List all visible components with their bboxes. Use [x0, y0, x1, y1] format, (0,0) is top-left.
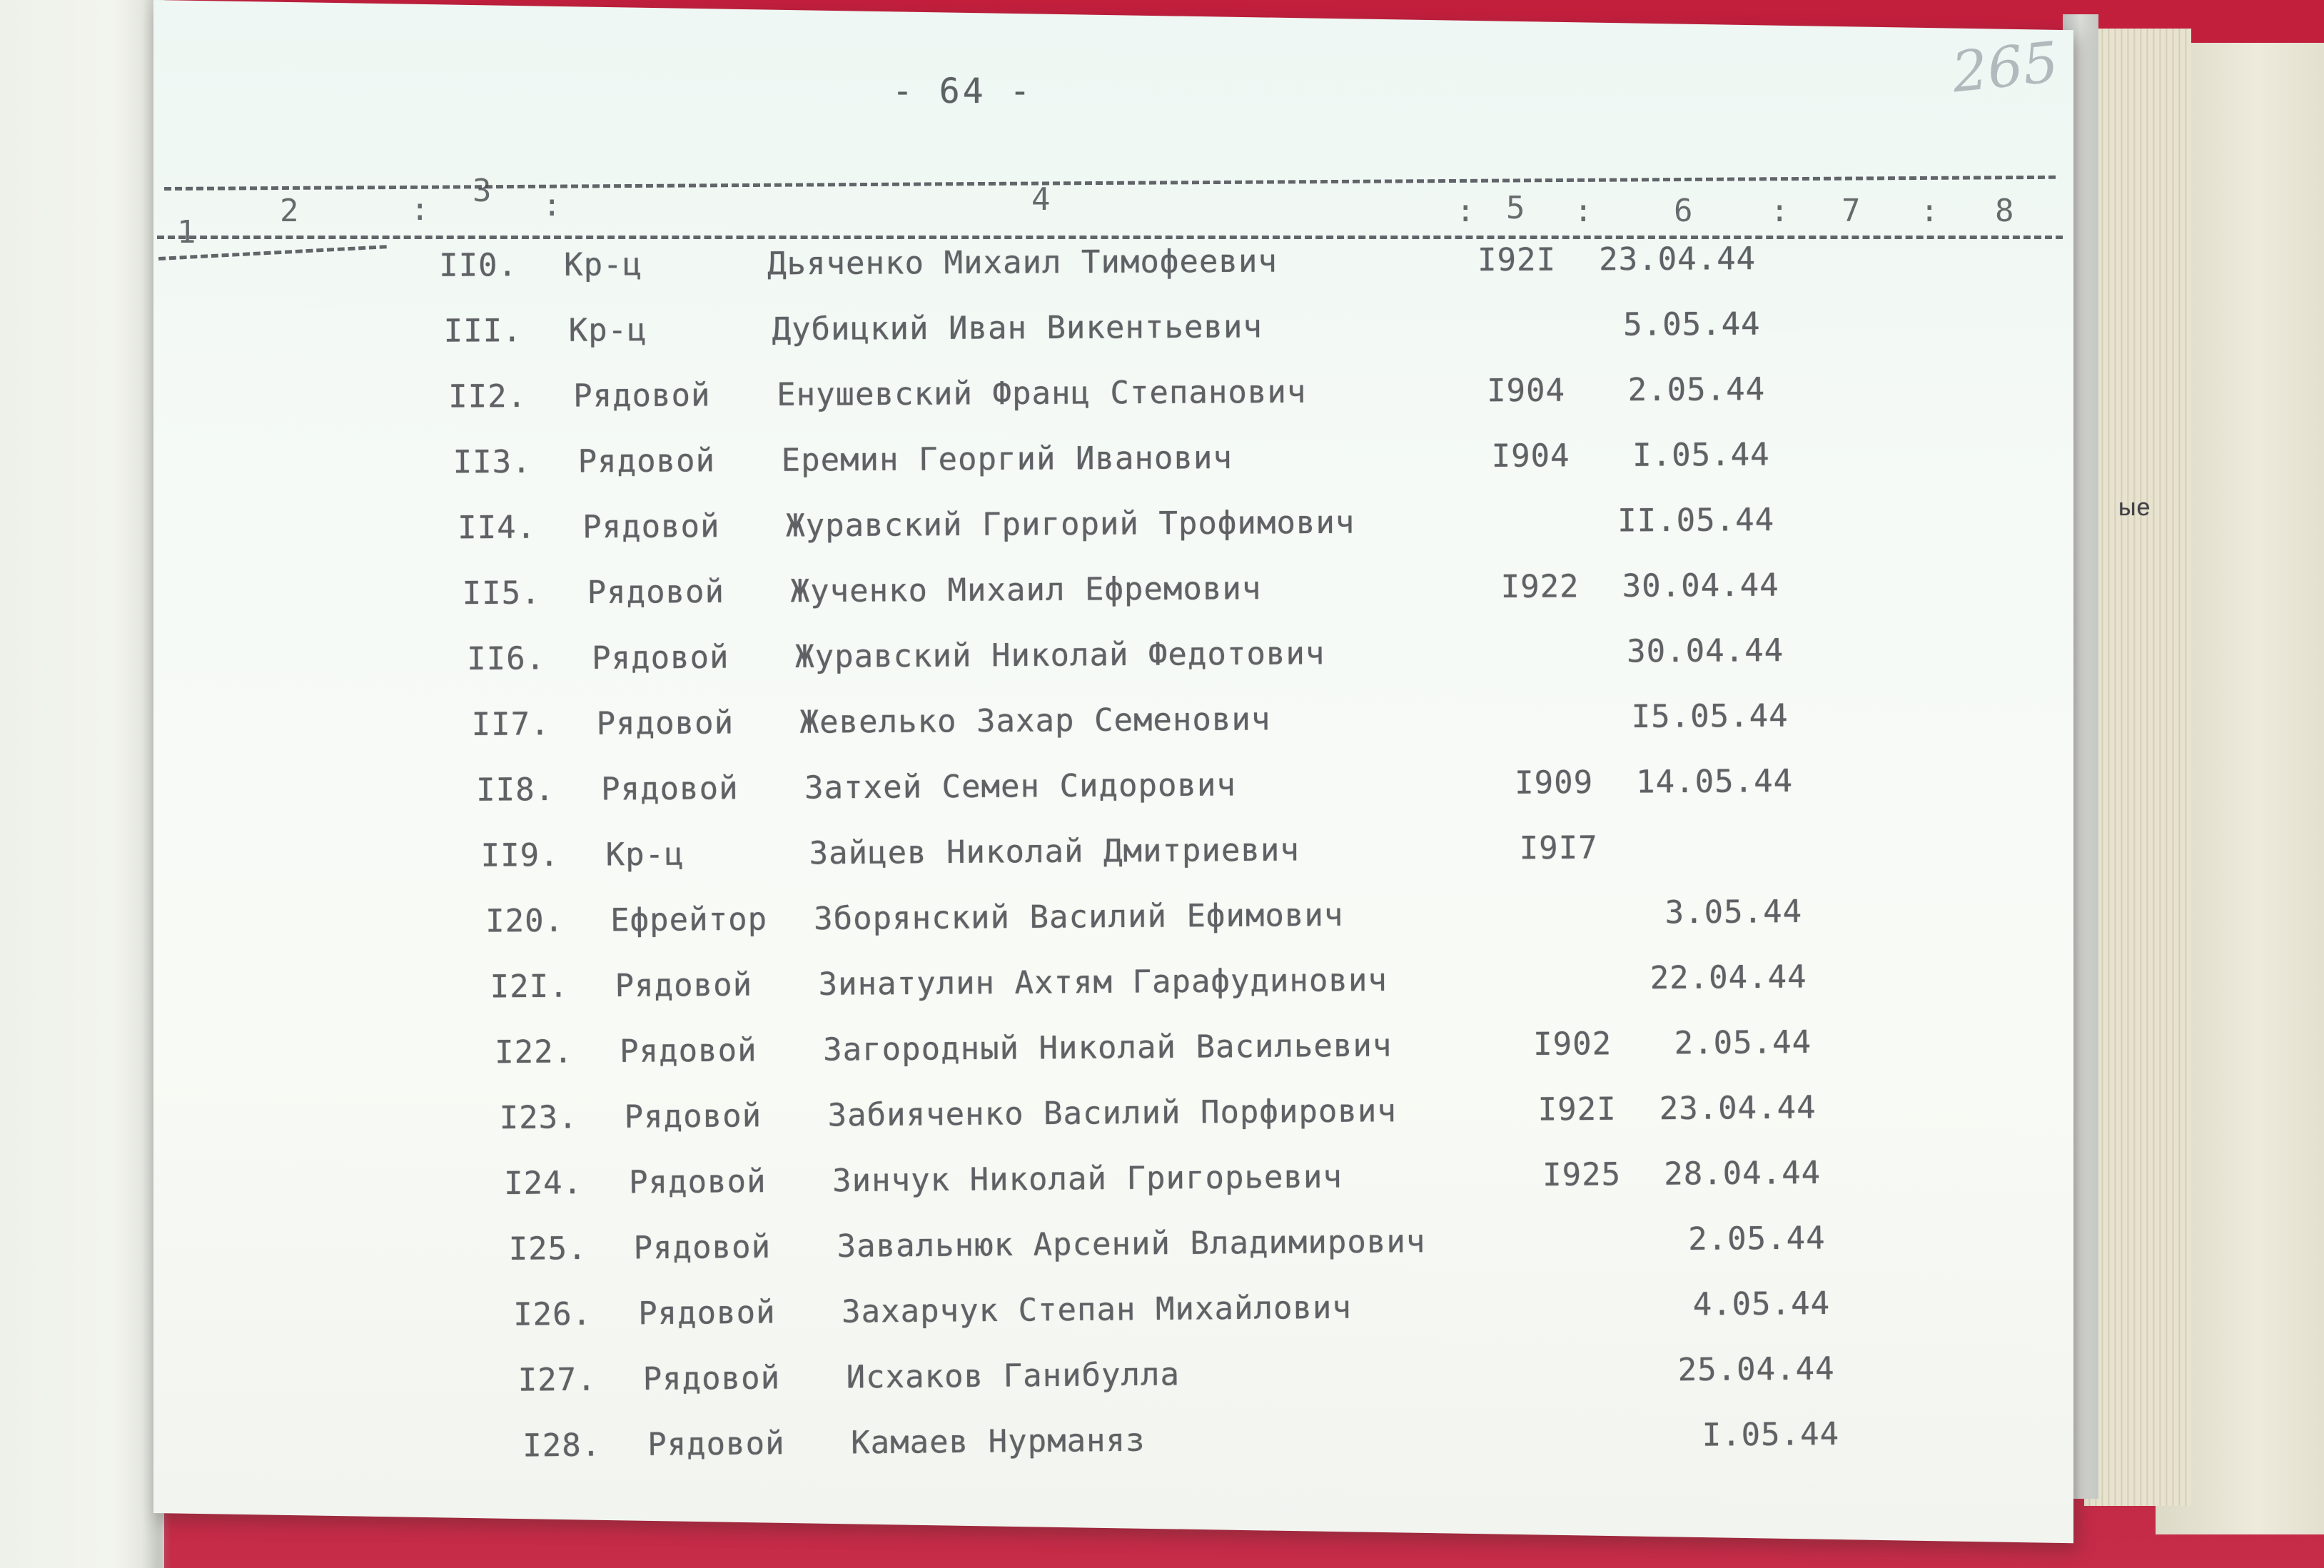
column-number-8: 8 — [1995, 193, 2014, 229]
edge-text-fragment: ые — [2118, 494, 2151, 521]
record-number: II5. — [462, 575, 541, 612]
column-number-5: 5 — [1506, 190, 1525, 226]
record-number: II8. — [475, 771, 555, 809]
record-name: Загородный Николай Васильевич — [822, 1027, 1393, 1068]
record-name: Забияченко Василий Порфирович — [827, 1093, 1398, 1134]
record-date: 22.04.44 — [1649, 958, 1807, 997]
record-name: Завальнюк Арсений Владимирович — [837, 1223, 1426, 1265]
record-rank: Рядовой — [637, 1294, 776, 1332]
record-date: I.05.44 — [1632, 436, 1770, 474]
record-number: III. — [443, 313, 522, 350]
record-number: I27. — [517, 1361, 597, 1399]
record-number: II3. — [453, 443, 532, 481]
record-name: Зайцев Николай Дмитриевич — [809, 831, 1300, 872]
record-number: II0. — [438, 247, 518, 284]
record-name: Исхаков Ганибулла — [846, 1356, 1181, 1396]
record-number: II9. — [480, 836, 560, 874]
record-name: Зинатулин Ахтям Гарафудинович — [818, 961, 1388, 1003]
column-separator: : — [1920, 193, 1939, 229]
record-number: II2. — [448, 378, 527, 415]
record-rank: Рядовой — [577, 442, 716, 480]
record-number: I22. — [494, 1033, 574, 1071]
record-date: 25.04.44 — [1677, 1350, 1835, 1389]
record-date: 14.05.44 — [1636, 762, 1794, 801]
column-separator: : — [1770, 193, 1789, 229]
column-separator: : — [1456, 193, 1475, 229]
record-rank: Рядовой — [582, 508, 720, 546]
column-number-1: 1 — [177, 214, 196, 251]
record-rank: Рядовой — [572, 377, 711, 415]
record-rank: Рядовой — [628, 1163, 767, 1201]
record-date: II.05.44 — [1617, 502, 1775, 540]
record-date: 28.04.44 — [1664, 1154, 1822, 1193]
record-number: I25. — [508, 1230, 587, 1268]
record-rank: Кр-ц — [563, 246, 643, 283]
record-date: I5.05.44 — [1631, 697, 1789, 735]
record-name: Камаев Нурманяз — [850, 1422, 1146, 1462]
column-number-6: 6 — [1674, 193, 1693, 229]
record-name: Енушевский Франц Степанович — [776, 373, 1307, 413]
record-name: Зборянский Василий Ефимович — [813, 896, 1344, 938]
column-number-3: 3 — [473, 173, 492, 209]
record-name: Журавский Григорий Трофимович — [785, 504, 1355, 545]
record-date: 23.04.44 — [1599, 241, 1757, 278]
record-rank: Рядовой — [642, 1360, 781, 1398]
record-number: I2I. — [490, 968, 569, 1006]
record-date: 30.04.44 — [1627, 632, 1784, 670]
left-page — [0, 0, 164, 1568]
record-birth-year: I902 — [1532, 1026, 1612, 1063]
column-number-7: 7 — [1841, 193, 1861, 229]
record-birth-year: I909 — [1514, 764, 1594, 801]
record-date: 4.05.44 — [1692, 1285, 1831, 1323]
record-rank: Рядовой — [596, 704, 734, 742]
record-birth-year: I9I7 — [1519, 829, 1598, 867]
record-rank: Рядовой — [633, 1228, 772, 1267]
record-number: I26. — [512, 1295, 592, 1333]
record-number: II6. — [466, 640, 546, 678]
record-rank: Кр-ц — [568, 312, 647, 349]
page-stack-edge — [2084, 29, 2191, 1506]
column-number-4: 4 — [1031, 181, 1051, 218]
column-separator: : — [542, 187, 562, 223]
column-number-2: 2 — [280, 193, 299, 229]
record-birth-year: I922 — [1500, 568, 1580, 605]
record-birth-year: I904 — [1491, 437, 1570, 475]
record-rank: Кр-ц — [605, 836, 684, 874]
record-date: 2.05.44 — [1687, 1220, 1826, 1258]
record-birth-year: I925 — [1542, 1156, 1622, 1194]
record-rank: Рядовой — [624, 1098, 762, 1135]
record-rank: Ефрейтор — [610, 901, 768, 939]
column-separator: : — [1574, 193, 1593, 229]
record-number: I24. — [503, 1165, 583, 1202]
record-rank: Рядовой — [647, 1425, 785, 1463]
record-name: Дубицкий Иван Викентьевич — [772, 308, 1263, 348]
record-number: I23. — [499, 1099, 578, 1137]
record-date: 2.05.44 — [1674, 1023, 1812, 1062]
record-rank: Рядовой — [591, 639, 729, 677]
record-date: 30.04.44 — [1622, 567, 1779, 605]
record-name: Журавский Николай Федотович — [794, 635, 1325, 676]
record-name: Дьяченко Михаил Тимофеевич — [767, 243, 1278, 283]
record-number: II4. — [457, 509, 537, 547]
page-number: - 64 - — [892, 71, 1034, 111]
record-rank: Рядовой — [587, 573, 725, 612]
record-name: Затхей Семен Сидорович — [804, 767, 1237, 806]
record-name: Жученко Михаил Ефремович — [790, 570, 1262, 610]
record-rank: Рядовой — [600, 770, 739, 808]
record-name: Захарчук Степан Михайлович — [841, 1289, 1353, 1330]
record-date: 5.05.44 — [1623, 305, 1761, 343]
record-date: 23.04.44 — [1659, 1089, 1817, 1128]
record-name: Жевелько Захар Семенович — [799, 701, 1271, 741]
record-name: Зинчук Николай Григорьевич — [832, 1158, 1343, 1200]
record-number: II7. — [471, 706, 550, 743]
record-birth-year: I92I — [1537, 1091, 1617, 1128]
record-birth-year: I904 — [1486, 372, 1566, 410]
record-rank: Рядовой — [619, 1032, 757, 1070]
column-separator: : — [410, 191, 430, 228]
record-date: 2.05.44 — [1627, 371, 1766, 409]
record-name: Еремин Георгий Иванович — [781, 439, 1233, 479]
record-date: 3.05.44 — [1664, 893, 1803, 931]
record-number: I28. — [522, 1427, 602, 1465]
header-bottom-rule — [157, 236, 2063, 239]
record-date: I.05.44 — [1702, 1415, 1840, 1454]
record-birth-year: I92I — [1477, 241, 1557, 279]
archive-folio-number: 265 — [1949, 30, 2062, 106]
record-number: I20. — [485, 902, 565, 940]
record-rank: Рядовой — [615, 966, 753, 1005]
